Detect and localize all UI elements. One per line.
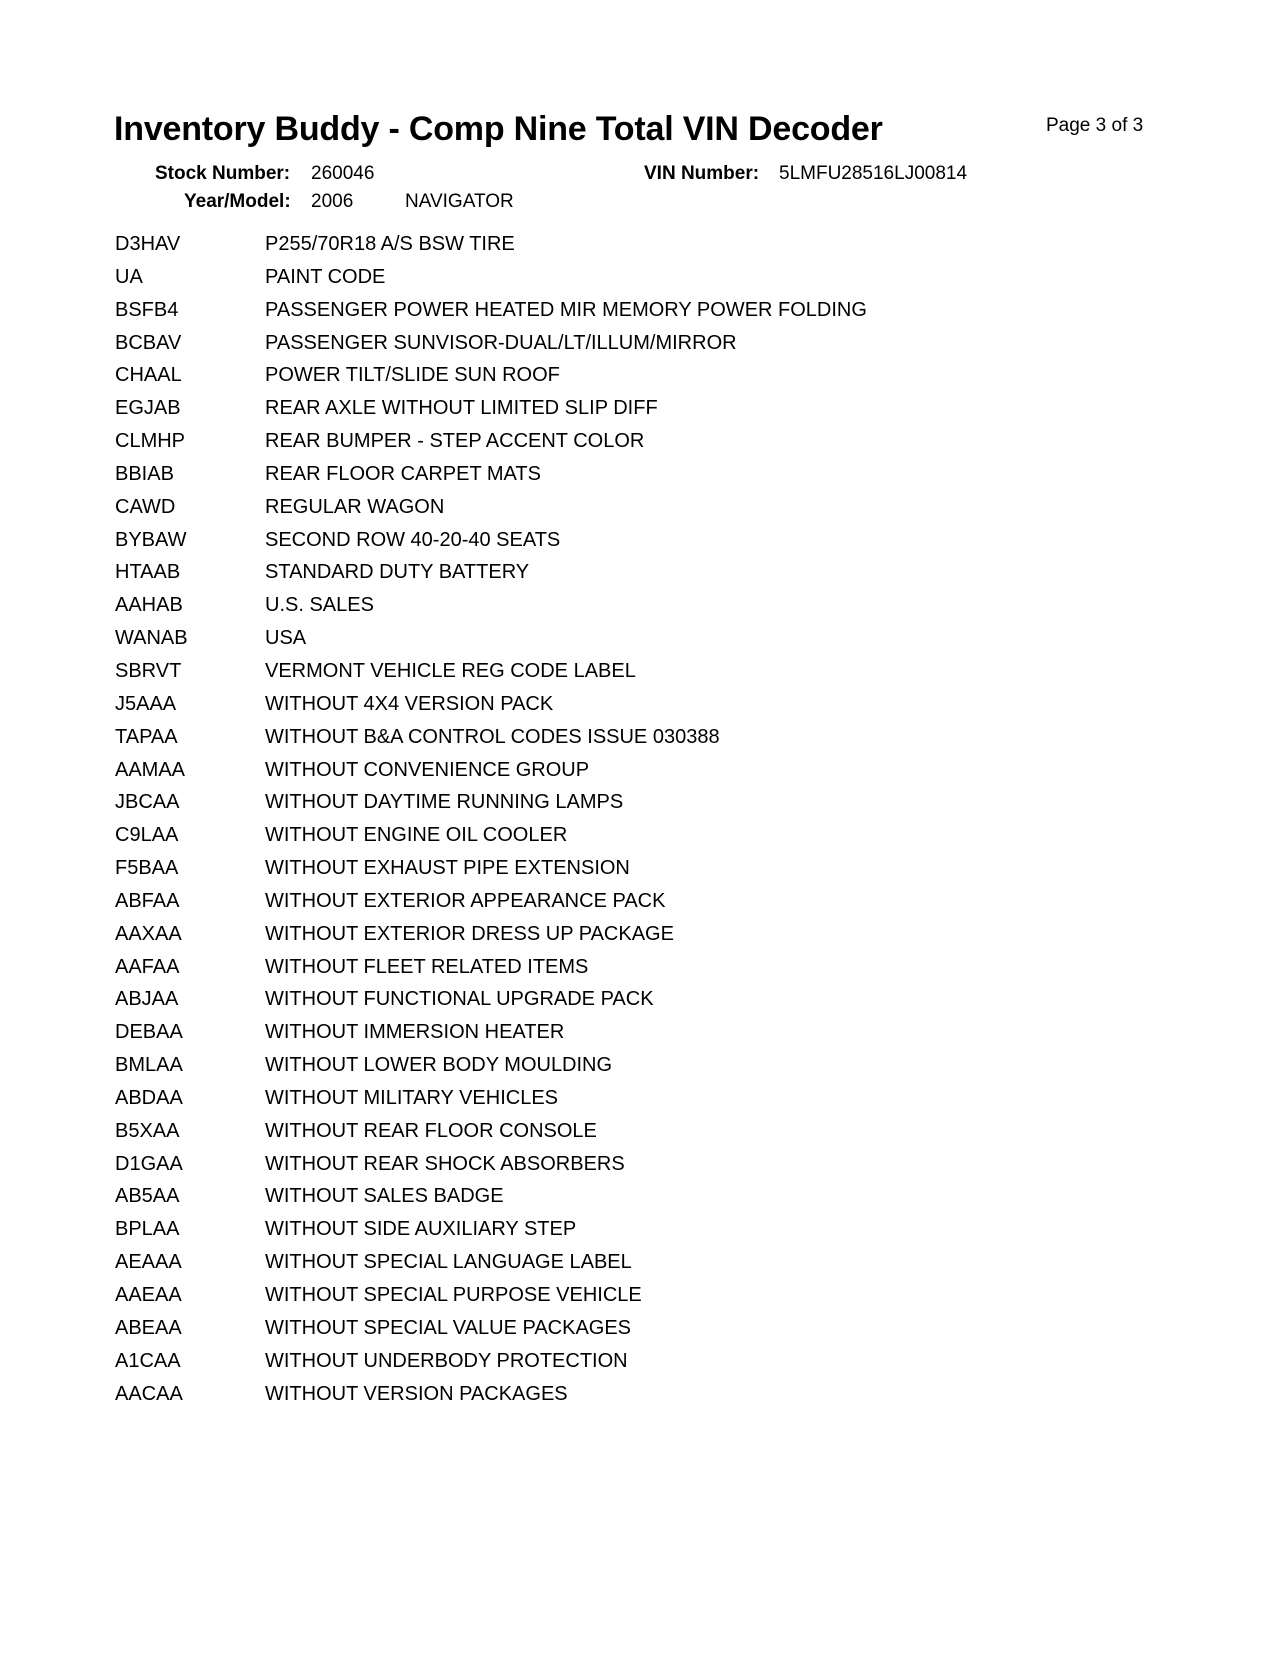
option-description: WITHOUT SPECIAL PURPOSE VEHICLE: [265, 1284, 642, 1306]
option-row: [115, 955, 1165, 988]
option-code: F5BAA: [115, 857, 179, 880]
option-code: ABJAA: [115, 988, 179, 1011]
option-row: [115, 790, 1165, 823]
option-row: [115, 1316, 1165, 1349]
option-code: CLMHP: [115, 430, 186, 453]
option-code: AB5AA: [115, 1185, 180, 1208]
option-code: AAHAB: [115, 594, 183, 617]
option-code: D3HAV: [115, 233, 181, 255]
option-code: JBCAA: [115, 791, 180, 814]
option-row: [115, 922, 1165, 955]
option-code: C9LAA: [115, 824, 179, 847]
option-row: [115, 1020, 1165, 1053]
option-code: AAMAA: [115, 758, 186, 781]
option-row: [115, 692, 1165, 725]
option-code: BBIAB: [115, 462, 174, 485]
option-row: [115, 298, 1165, 331]
option-code: BYBAW: [115, 528, 187, 551]
option-code: CAWD: [115, 495, 176, 518]
option-description: POWER TILT/SLIDE SUN ROOF: [265, 364, 560, 387]
option-description: WITHOUT SPECIAL LANGUAGE LABEL: [265, 1251, 632, 1274]
year-model-label: Year/Model:: [184, 191, 291, 212]
option-row: [115, 1053, 1165, 1086]
option-code: WANAB: [115, 627, 188, 650]
option-description: REAR AXLE WITHOUT LIMITED SLIP DIFF: [265, 397, 658, 420]
option-description: WITHOUT FUNCTIONAL UPGRADE PACK: [265, 988, 654, 1011]
option-row: [115, 331, 1165, 364]
option-description: WITHOUT REAR FLOOR CONSOLE: [265, 1119, 597, 1142]
option-description: PASSENGER POWER HEATED MIR MEMORY POWER FOLDING: [265, 298, 867, 321]
year-value: 2006: [311, 191, 354, 212]
option-row: [115, 1349, 1165, 1382]
option-description: WITHOUT EXTERIOR APPEARANCE PACK: [265, 889, 666, 912]
option-code: AAEAA: [115, 1284, 182, 1306]
option-row: [115, 1217, 1165, 1250]
option-description: WITHOUT EXHAUST PIPE EXTENSION: [265, 857, 630, 880]
model-value: NAVIGATOR: [405, 191, 514, 212]
option-row: [115, 1184, 1165, 1217]
option-description: WITHOUT ENGINE OIL COOLER: [265, 824, 568, 847]
option-description: WITHOUT SPECIAL VALUE PACKAGES: [265, 1316, 632, 1339]
option-code: AAXAA: [115, 922, 182, 945]
option-row: [115, 462, 1165, 495]
option-row: [115, 560, 1165, 593]
option-description: WITHOUT REAR SHOCK ABSORBERS: [265, 1152, 625, 1175]
vin-label: VIN Number:: [644, 163, 760, 184]
option-row: [115, 823, 1165, 856]
option-code: EGJAB: [115, 397, 181, 420]
option-row: [115, 1086, 1165, 1119]
option-code: TAPAA: [115, 725, 178, 748]
option-description: WITHOUT B&A CONTROL CODES ISSUE 030388: [265, 725, 720, 748]
option-description: WITHOUT MILITARY VEHICLES: [265, 1086, 559, 1109]
option-row: [115, 1283, 1165, 1316]
option-row: [115, 232, 1165, 265]
option-row: [115, 1250, 1165, 1283]
option-row: [115, 987, 1165, 1020]
option-description: U.S. SALES: [265, 594, 374, 617]
option-row: [115, 265, 1165, 298]
option-description: WITHOUT SALES BADGE: [265, 1185, 504, 1208]
option-description: WITHOUT LOWER BODY MOULDING: [265, 1054, 613, 1077]
page-title: Inventory Buddy - Comp Nine Total VIN Decoder: [114, 110, 883, 148]
option-code: D1GAA: [115, 1152, 183, 1175]
option-description: WITHOUT VERSION PACKAGES: [265, 1382, 568, 1405]
option-row: [115, 593, 1165, 626]
option-row: [115, 1119, 1165, 1152]
option-description: P255/70R18 A/S BSW TIRE: [265, 233, 515, 255]
option-code: BPLAA: [115, 1218, 180, 1241]
option-description: WITHOUT SIDE AUXILIARY STEP: [265, 1218, 577, 1241]
option-code: AACAA: [115, 1382, 183, 1405]
option-row: [115, 429, 1165, 462]
option-description: VERMONT VEHICLE REG CODE LABEL: [265, 659, 636, 682]
option-description: REAR BUMPER - STEP ACCENT COLOR: [265, 430, 645, 453]
option-row: [115, 856, 1165, 889]
option-code: AEAAA: [115, 1251, 182, 1274]
option-code: BSFB4: [115, 298, 179, 321]
option-code: B5XAA: [115, 1119, 180, 1142]
option-code: UA: [115, 265, 143, 288]
option-code: SBRVT: [115, 659, 182, 682]
option-code: AAFAA: [115, 955, 180, 978]
option-code: J5AAA: [115, 692, 177, 715]
option-row: [115, 495, 1165, 528]
option-description: WITHOUT FLEET RELATED ITEMS: [265, 955, 589, 978]
option-description: WITHOUT DAYTIME RUNNING LAMPS: [265, 791, 624, 814]
option-code: DEBAA: [115, 1021, 183, 1044]
option-description: SECOND ROW 40-20-40 SEATS: [265, 528, 561, 551]
option-row: [115, 1152, 1165, 1185]
option-row: [115, 396, 1165, 429]
page-indicator: Page 3 of 3: [1046, 115, 1144, 136]
stock-number-value: 260046: [311, 163, 375, 184]
option-description: REAR FLOOR CARPET MATS: [265, 462, 541, 485]
option-description: WITHOUT 4X4 VERSION PACK: [265, 692, 554, 715]
option-row: [115, 725, 1165, 758]
options-list: [115, 232, 1165, 1414]
option-description: USA: [265, 627, 307, 650]
option-description: WITHOUT UNDERBODY PROTECTION: [265, 1349, 628, 1372]
stock-number-label: Stock Number:: [155, 163, 291, 184]
option-description: WITHOUT CONVENIENCE GROUP: [265, 758, 590, 781]
option-row: [115, 659, 1165, 692]
option-code: HTAAB: [115, 561, 181, 584]
option-code: BMLAA: [115, 1054, 183, 1077]
option-row: [115, 626, 1165, 659]
option-row: [115, 528, 1165, 561]
option-description: PASSENGER SUNVISOR-DUAL/LT/ILLUM/MIRROR: [265, 331, 737, 354]
option-description: WITHOUT EXTERIOR DRESS UP PACKAGE: [265, 922, 674, 945]
option-row: [115, 758, 1165, 791]
option-description: STANDARD DUTY BATTERY: [265, 561, 530, 584]
option-row: [115, 363, 1165, 396]
option-description: REGULAR WAGON: [265, 495, 445, 518]
option-row: [115, 1382, 1165, 1415]
option-code: CHAAL: [115, 364, 182, 387]
option-code: BCBAV: [115, 331, 182, 354]
option-description: WITHOUT IMMERSION HEATER: [265, 1021, 565, 1044]
option-code: A1CAA: [115, 1349, 181, 1372]
option-code: ABEAA: [115, 1316, 182, 1339]
option-description: PAINT CODE: [265, 265, 386, 288]
option-row: [115, 889, 1165, 922]
option-code: ABFAA: [115, 889, 180, 912]
option-code: ABDAA: [115, 1086, 183, 1109]
vin-value: 5LMFU28516LJ00814: [779, 163, 968, 184]
